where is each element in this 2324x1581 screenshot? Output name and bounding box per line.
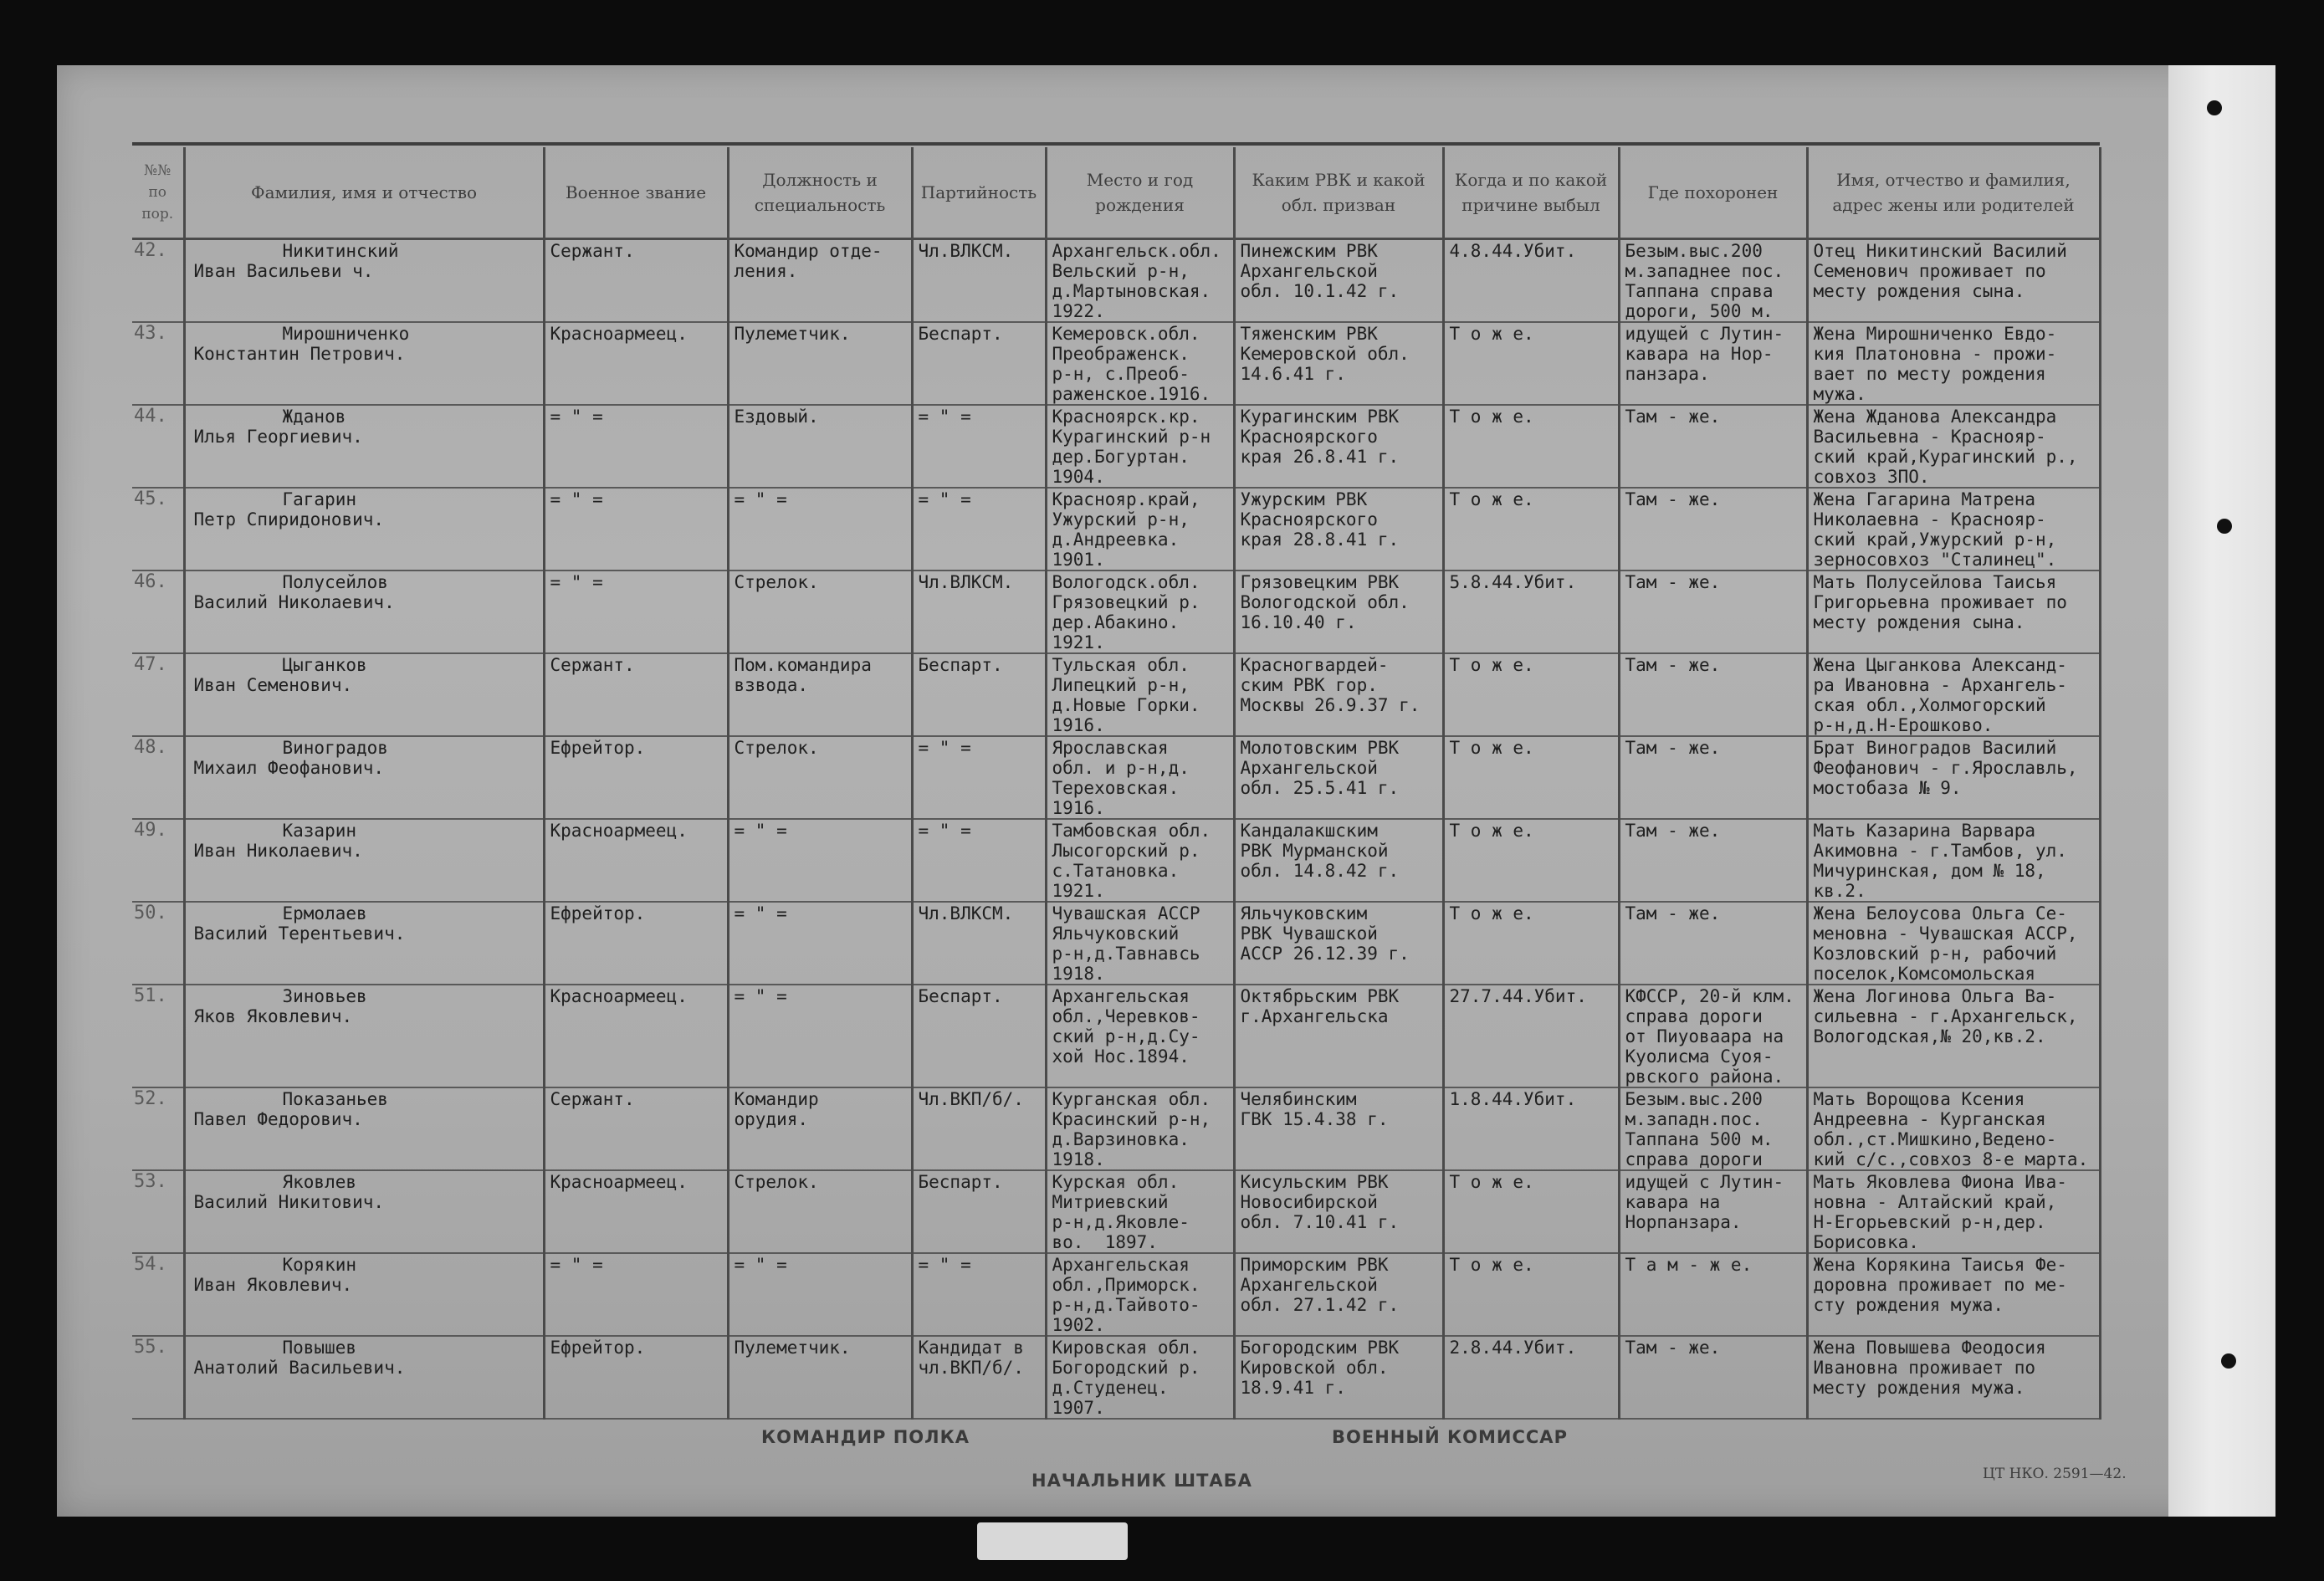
relatives-address-cell: Мать Полусейлова Таисья Григорьевна проживает по месту рождения сына. (1807, 570, 2100, 653)
relatives-address-cell: Жена Белоусова Ольга Се- меновна - Чувашская АССР, Козловский р-н, рабочий поселок,Комсомольская (1807, 902, 2100, 985)
birthplace-year-cell: Архангельская обл.,Черевков- ский р-н,д.Су- хой Нос.1894. (1046, 985, 1234, 1087)
birthplace-year-cell: Тульская обл. Липецкий р-н, д.Новые Горки. 1916. (1046, 653, 1234, 736)
given-names: Михаил Феофанович. (193, 758, 385, 778)
position-cell: Пулеметчик. (728, 322, 912, 405)
table-row (132, 1087, 2100, 1170)
burial-place-cell: Там - же. (1619, 902, 1807, 985)
relatives-address-cell: Мать Ворощова Ксения Андреевна - Курганская обл.,ст.Мишкино,Ведено- кий с/с.,совхоз 8-е марта. (1807, 1087, 2100, 1170)
position-cell: = " = (728, 488, 912, 570)
row-number-cell: 51. (132, 985, 184, 1087)
soldier-name-cell (184, 322, 544, 405)
birthplace-year-cell: Кировская обл. Богородский р. д.Студенец. 1907. (1046, 1336, 1234, 1419)
row-number-cell: 50. (132, 902, 184, 985)
soldier-name-cell (184, 239, 544, 323)
burial-place-cell: Там - же. (1619, 653, 1807, 736)
draft-office-cell: Пинежским РВК Архангельской обл. 10.1.42 г. (1234, 239, 1443, 323)
party-membership-cell: Беспарт. (912, 322, 1046, 405)
burial-place-cell: КФССР, 20-й клм. справа дороги от Пиуоваара на Куолисма Суоя- рвского района. (1619, 985, 1807, 1087)
surname: Мирошниченко (282, 324, 410, 344)
punch-hole-icon (2207, 100, 2222, 115)
relatives-address-cell: Жена Цыганкова Александ- ра Ивановна - Архангель- ская обл.,Холмогорский р-н,д.Н-Ерошково. (1807, 653, 2100, 736)
party-membership-cell: = " = (912, 736, 1046, 819)
date-cause-cell: Т о ж е. (1443, 653, 1619, 736)
surname: Показаньев (282, 1089, 388, 1109)
row-number-cell: 53. (132, 1170, 184, 1253)
military-rank-cell: Красноармеец. (544, 985, 728, 1087)
table-row (132, 322, 2100, 405)
punch-hole-icon (2221, 1353, 2236, 1369)
date-cause-cell: Т о ж е. (1443, 902, 1619, 985)
date-cause-cell: Т о ж е. (1443, 736, 1619, 819)
military-rank-cell: = " = (544, 405, 728, 488)
position-cell: Стрелок. (728, 736, 912, 819)
relatives-address-cell: Жена Гагарина Матрена Николаевна - Краснояр- ский край,Ужурский р-н, зерносовхоз "Сталинец". (1807, 488, 2100, 570)
party-membership-cell: Чл.ВКП/б/. (912, 1087, 1046, 1170)
row-number-cell: 49. (132, 819, 184, 902)
header-buried: Где похоронен (1619, 147, 1807, 239)
surname: Гагарин (282, 489, 357, 509)
party-membership-cell: Кандидат в чл.ВКП/б/. (912, 1336, 1046, 1419)
burial-place-cell: Там - же. (1619, 1336, 1807, 1419)
position-cell: Командир орудия. (728, 1087, 912, 1170)
relatives-address-cell: Отец Никитинский Василий Семенович проживает по месту рождения сына. (1807, 239, 2100, 323)
birthplace-year-cell: Чувашская АССР Яльчуковский р-н,д.Тавнавсь 1918. (1046, 902, 1234, 985)
relatives-address-cell: Брат Виноградов Василий Феофанович - г.Ярославль, мостобаза № 9. (1807, 736, 2100, 819)
relatives-address-cell: Мать Яковлева Фиона Ива- новна - Алтайский край, Н-Егорьевский р-н,дер. Борисовка. (1807, 1170, 2100, 1253)
header-row (132, 147, 2100, 239)
military-rank-cell: Сержант. (544, 653, 728, 736)
birthplace-year-cell: Вологодск.обл. Грязовецкий р. дер.Абакино. 1921. (1046, 570, 1234, 653)
row-number-cell: 43. (132, 322, 184, 405)
position-cell: = " = (728, 902, 912, 985)
date-cause-cell: Т о ж е. (1443, 1253, 1619, 1336)
birthplace-year-cell: Курская обл. Митриевский р-н,д.Яковле- во. 1897. (1046, 1170, 1234, 1253)
position-cell: Стрелок. (728, 1170, 912, 1253)
table-row (132, 902, 2100, 985)
table-row (132, 653, 2100, 736)
party-membership-cell: = " = (912, 819, 1046, 902)
row-number-cell: 55. (132, 1336, 184, 1419)
draft-office-cell: Молотовским РВК Архангельской обл. 25.5.41 г. (1234, 736, 1443, 819)
military-rank-cell: = " = (544, 570, 728, 653)
header-relatives: Имя, отчество и фамилия, адрес жены или родителей (1807, 147, 2100, 239)
given-names: Павел Федорович. (193, 1109, 363, 1129)
soldier-name-cell (184, 405, 544, 488)
burial-place-cell: Безым.выс.200 м.западнее пос. Таппана справа дороги, 500 м. (1619, 239, 1807, 323)
chief-of-staff-signature-label: НАЧАЛЬНИК ШТАБА (1031, 1471, 1252, 1491)
draft-office-cell: Октябрьским РВК г.Архангельска (1234, 985, 1443, 1087)
table-row (132, 1336, 2100, 1419)
military-rank-cell: Красноармеец. (544, 1170, 728, 1253)
given-names: Василий Никитович. (193, 1192, 385, 1212)
date-cause-cell: Т о ж е. (1443, 405, 1619, 488)
military-rank-cell: Ефрейтор. (544, 736, 728, 819)
given-names: Петр Спиридонович. (193, 509, 385, 530)
casualty-register-table (132, 147, 2101, 1420)
commander-signature-label: КОМАНДИР ПОЛКА (761, 1427, 970, 1447)
date-cause-cell: 1.8.44.Убит. (1443, 1087, 1619, 1170)
table-row (132, 1170, 2100, 1253)
draft-office-cell: Грязовецким РВК Вологодской обл. 16.10.40 г. (1234, 570, 1443, 653)
birthplace-year-cell: Краснояр.край, Ужурский р-н, д.Андреевка. 1901. (1046, 488, 1234, 570)
draft-office-cell: Ужурским РВК Красноярского края 28.8.41 г. (1234, 488, 1443, 570)
given-names: Иван Васильеви ч. (193, 261, 374, 281)
date-cause-cell: 27.7.44.Убит. (1443, 985, 1619, 1087)
soldier-name-cell (184, 653, 544, 736)
draft-office-cell: Кандалакшским РВК Мурманской обл. 14.8.42 г. (1234, 819, 1443, 902)
burial-place-cell: Там - же. (1619, 488, 1807, 570)
military-rank-cell: Сержант. (544, 1087, 728, 1170)
burial-place-cell: Там - же. (1619, 570, 1807, 653)
draft-office-cell: Приморским РВК Архангельской обл. 27.1.42 г. (1234, 1253, 1443, 1336)
given-names: Константин Петрович. (193, 344, 406, 364)
draft-office-cell: Богородским РВК Кировской обл. 18.9.41 г. (1234, 1336, 1443, 1419)
punch-hole-icon (2217, 519, 2232, 534)
date-cause-cell: 5.8.44.Убит. (1443, 570, 1619, 653)
header-left: Когда и по какой причине выбыл (1443, 147, 1619, 239)
military-rank-cell: = " = (544, 1253, 728, 1336)
relatives-address-cell: Жена Жданова Александра Васильевна - Краснояр- ский край,Курагинский р., совхоз ЗПО. (1807, 405, 2100, 488)
party-membership-cell: = " = (912, 405, 1046, 488)
row-number-cell: 42. (132, 239, 184, 323)
commissar-signature-label: ВОЕННЫЙ КОМИССАР (1332, 1427, 1568, 1447)
header-party: Партийность (912, 147, 1046, 239)
soldier-name-cell (184, 736, 544, 819)
table-row (132, 570, 2100, 653)
soldier-name-cell (184, 1170, 544, 1253)
draft-office-cell: Курагинским РВК Красноярского края 26.8.41 г. (1234, 405, 1443, 488)
relatives-address-cell: Жена Повышева Феодосия Ивановна проживает по месту рождения мужа. (1807, 1336, 2100, 1419)
burial-place-cell: идущей с Лутин- кавара на Норпанзара. (1619, 1170, 1807, 1253)
date-cause-cell: Т о ж е. (1443, 1170, 1619, 1253)
surname: Никитинский (282, 241, 399, 261)
birthplace-year-cell: Красноярск.кр. Курагинский р-н дер.Богуртан. 1904. (1046, 405, 1234, 488)
burial-place-cell: Безым.выс.200 м.западн.пос. Таппана 500 м. справа дороги (1619, 1087, 1807, 1170)
row-number-cell: 48. (132, 736, 184, 819)
surname: Полусейлов (282, 572, 388, 592)
soldier-name-cell (184, 1087, 544, 1170)
top-rule (132, 142, 2100, 146)
party-membership-cell: = " = (912, 1253, 1046, 1336)
burial-place-cell: Там - же. (1619, 736, 1807, 819)
given-names: Василий Николаевич. (193, 592, 395, 612)
burial-place-cell: Там - же. (1619, 819, 1807, 902)
party-membership-cell: Беспарт. (912, 653, 1046, 736)
row-number-cell: 45. (132, 488, 184, 570)
military-rank-cell: Сержант. (544, 239, 728, 323)
burial-place-cell: идущей с Лутин- кавара на Нор- панзара. (1619, 322, 1807, 405)
military-rank-cell: Ефрейтор. (544, 902, 728, 985)
birthplace-year-cell: Архангельская обл.,Приморск. р-н,д.Тайвото- 1902. (1046, 1253, 1234, 1336)
position-cell: Стрелок. (728, 570, 912, 653)
surname: Ермолаев (282, 903, 367, 924)
party-membership-cell: Беспарт. (912, 1170, 1046, 1253)
birthplace-year-cell: Курганская обл. Красинский р-н, д.Варзиновка. 1918. (1046, 1087, 1234, 1170)
row-number-cell: 44. (132, 405, 184, 488)
military-rank-cell: Красноармеец. (544, 322, 728, 405)
row-number-cell: 47. (132, 653, 184, 736)
party-membership-cell: Чл.ВЛКСМ. (912, 239, 1046, 323)
military-rank-cell: Красноармеец. (544, 819, 728, 902)
table-row (132, 819, 2100, 902)
soldier-name-cell (184, 1253, 544, 1336)
surname: Виноградов (282, 738, 388, 758)
party-membership-cell: Беспарт. (912, 985, 1046, 1087)
table-row (132, 405, 2100, 488)
date-cause-cell: Т о ж е. (1443, 819, 1619, 902)
table-row (132, 985, 2100, 1087)
position-cell: Пом.командира взвода. (728, 653, 912, 736)
surname: Зиновьев (282, 986, 367, 1006)
row-number-cell: 46. (132, 570, 184, 653)
row-number-cell: 54. (132, 1253, 184, 1336)
position-cell: Ездовый. (728, 405, 912, 488)
position-cell: Командир отде- ления. (728, 239, 912, 323)
soldier-name-cell (184, 570, 544, 653)
given-names: Иван Яковлевич. (193, 1275, 353, 1295)
burial-place-cell: Т а м - ж е. (1619, 1253, 1807, 1336)
birthplace-year-cell: Кемеровск.обл. Преображенск. р-н, с.Преоб- раженское.1916. (1046, 322, 1234, 405)
given-names: Василий Терентьевич. (193, 924, 406, 944)
surname: Цыганков (282, 655, 367, 675)
header-birth: Место и год рождения (1046, 147, 1234, 239)
surname: Яковлев (282, 1172, 357, 1192)
paper-tab (977, 1522, 1128, 1560)
party-membership-cell: Чл.ВЛКСМ. (912, 570, 1046, 653)
soldier-name-cell (184, 902, 544, 985)
surname: Корякин (282, 1255, 357, 1275)
header-position: Должность и специальность (728, 147, 912, 239)
draft-office-cell: Кисульским РВК Новосибирской обл. 7.10.41 г. (1234, 1170, 1443, 1253)
draft-office-cell: Яльчуковским РВК Чувашской АССР 26.12.39 г. (1234, 902, 1443, 985)
surname: Повышев (282, 1338, 357, 1358)
header-rvk: Каким РВК и какой обл. призван (1234, 147, 1443, 239)
relatives-address-cell: Жена Логинова Ольга Ва- сильевна - г.Архангельск, Вологодская,№ 20,кв.2. (1807, 985, 2100, 1087)
table-row (132, 239, 2100, 323)
position-cell: = " = (728, 1253, 912, 1336)
draft-office-cell: Тяженским РВК Кемеровской обл. 14.6.41 г. (1234, 322, 1443, 405)
party-membership-cell: = " = (912, 488, 1046, 570)
burial-place-cell: Там - же. (1619, 405, 1807, 488)
header-name: Фамилия, имя и отчество (184, 147, 544, 239)
given-names: Иван Семенович. (193, 675, 353, 695)
military-rank-cell: = " = (544, 488, 728, 570)
position-cell: Пулеметчик. (728, 1336, 912, 1419)
row-number-cell: 52. (132, 1087, 184, 1170)
relatives-address-cell: Жена Корякина Таисья Фе- доровна проживает по ме- сту рождения мужа. (1807, 1253, 2100, 1336)
date-cause-cell: Т о ж е. (1443, 322, 1619, 405)
surname: Казарин (282, 821, 357, 841)
party-membership-cell: Чл.ВЛКСМ. (912, 902, 1046, 985)
paper-margin-strip (2168, 65, 2275, 1517)
position-cell: = " = (728, 819, 912, 902)
table-row (132, 488, 2100, 570)
table-row (132, 736, 2100, 819)
surname: Жданов (282, 407, 346, 427)
soldier-name-cell (184, 488, 544, 570)
military-rank-cell: Ефрейтор. (544, 1336, 728, 1419)
soldier-name-cell (184, 1336, 544, 1419)
soldier-name-cell (184, 985, 544, 1087)
date-cause-cell: 4.8.44.Убит. (1443, 239, 1619, 323)
table-row (132, 1253, 2100, 1336)
soldier-name-cell (184, 819, 544, 902)
birthplace-year-cell: Тамбовская обл. Лысогорский р. с.Татановка. 1921. (1046, 819, 1234, 902)
form-code: ЦТ НКО. 2591—42. (1983, 1466, 2127, 1482)
date-cause-cell: Т о ж е. (1443, 488, 1619, 570)
date-cause-cell: 2.8.44.Убит. (1443, 1336, 1619, 1419)
draft-office-cell: Челябинским ГВК 15.4.38 г. (1234, 1087, 1443, 1170)
header-rank: Военное звание (544, 147, 728, 239)
position-cell: = " = (728, 985, 912, 1087)
given-names: Анатолий Васильевич. (193, 1358, 406, 1378)
relatives-address-cell: Жена Мирошниченко Евдо- кия Платоновна - прожи- вает по месту рождения мужа. (1807, 322, 2100, 405)
birthplace-year-cell: Архангельск.обл. Вельский р-н, д.Мартыновская. 1922. (1046, 239, 1234, 323)
relatives-address-cell: Мать Казарина Варвара Акимовна - г.Тамбов, ул. Мичуринская, дом № 18, кв.2. (1807, 819, 2100, 902)
given-names: Илья Георгиевич. (193, 427, 363, 447)
given-names: Яков Яковлевич. (193, 1006, 353, 1026)
header-num: №№ по пор. (132, 147, 184, 239)
draft-office-cell: Красногвардей- ским РВК гор. Москвы 26.9.37 г. (1234, 653, 1443, 736)
birthplace-year-cell: Ярославская обл. и р-н,д. Тереховская. 1916. (1046, 736, 1234, 819)
given-names: Иван Николаевич. (193, 841, 363, 861)
